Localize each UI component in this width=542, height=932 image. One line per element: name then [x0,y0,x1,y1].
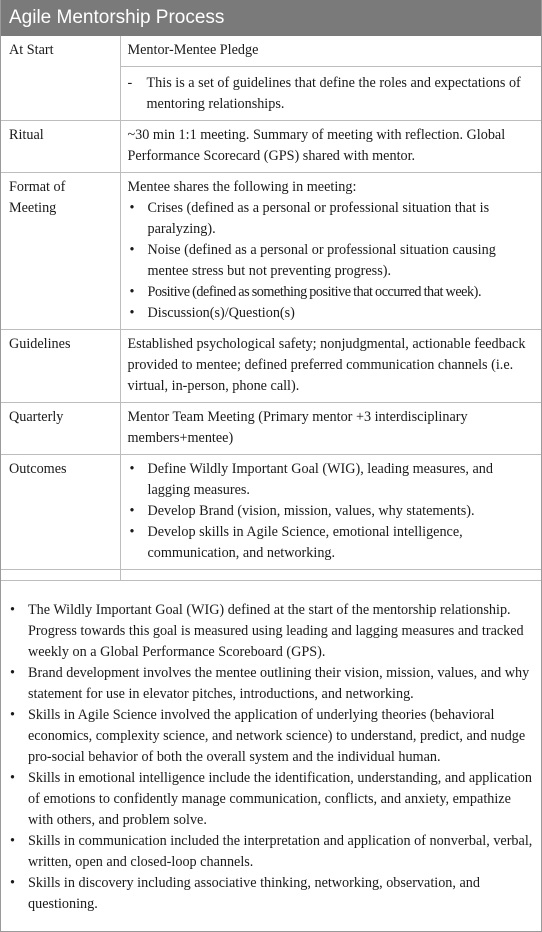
format-intro: Mentee shares the following in meeting: [127,179,357,195]
table-row-at-start [1,36,541,121]
pledge-description-text: This is a set of guidelines that define the roles and expectations of mentoring relationships. [146,75,521,112]
mentorship-table [1,36,541,581]
pledge-description [121,67,542,120]
row-label-outcomes: Outcomes [1,455,120,570]
table-row-guidelines [1,330,541,403]
row-label-guidelines: Guidelines [1,330,120,403]
row-value-at-start [120,36,541,121]
row-value-outcomes [120,455,541,570]
list-item: • Define Wildly Important Goal (WIG), leading measures, and lagging measures. [128,459,536,501]
spacer-cell [1,570,120,581]
footnote-item: • Skills in communication included the interpretation and application of nonverbal, verbal, written, open and closed-loop channels. [9,831,533,873]
footnote-item: • Skills in Agile Science involved the application of underlying theories (behavioral economics, complexity science, and network science) to understand, predict, and nudge pro-social behavior of both the overall system and the individual human. [9,705,533,768]
list-item: • Develop skills in Agile Science, emotional intelligence, communication, and networking. [128,522,536,564]
outcomes-list [128,459,536,564]
table-row-ritual [1,121,541,173]
row-value-ritual: ~30 min 1:1 meeting. Summary of meeting with reflection. Global Performance Scorecard (GPS) shared with mentor. [120,121,541,173]
list-item: • Crises (defined as a personal or professional situation that is paralyzing). [128,198,536,240]
footnote-item: • Skills in emotional intelligence include the identification, understanding, and application of emotions to confidently manage communication, conflicts, and anxiety, empathize with others, and problem solve. [9,768,533,831]
format-list [128,198,536,324]
dash-marker: - [127,75,133,91]
table-row-quarterly [1,403,541,455]
row-value-quarterly: Mentor Team Meeting (Primary mentor +3 interdisciplinary members+mentee) [120,403,541,455]
table-row-outcomes [1,455,541,570]
table-spacer-row [1,570,541,581]
table-row-format [1,173,541,330]
row-label-format: Format of Meeting [1,173,120,330]
row-value-format [120,173,541,330]
footnotes [1,581,541,915]
row-value-guidelines: Established psychological safety; nonjudgmental, actionable feedback provided to mentee; defined preferred communication channels (i.e. virtual, in-person, phone call). [120,330,541,403]
footnote-item: • The Wildly Important Goal (WIG) defined at the start of the mentorship relationship. Progress towards this goal is measured using leading and lagging measures and tracked weekly on a Global Performance Scoreboard (GPS). [9,600,533,663]
footnote-list [9,600,533,915]
pledge-title: Mentor-Mentee Pledge [121,36,542,67]
footnote-item: • Skills in discovery including associative thinking, networking, observation, and questioning. [9,873,533,915]
row-label-quarterly: Quarterly [1,403,120,455]
row-label-at-start: At Start [1,36,120,121]
list-item: • Discussion(s)/Question(s) [128,303,536,324]
list-item: • Develop Brand (vision, mission, values, why statements). [128,501,536,522]
list-item: • Positive (defined as something positive that occurred that week). [128,282,536,303]
spacer-cell [120,570,541,581]
list-item: • Noise (defined as a personal or professional situation causing mentee stress but not preventing progress). [128,240,536,282]
footnote-item: • Brand development involves the mentee outlining their vision, mission, values, and why statement for use in elevator pitches, introductions, and networking. [9,663,533,705]
row-label-ritual: Ritual [1,121,120,173]
table-title: Agile Mentorship Process [1,0,541,36]
